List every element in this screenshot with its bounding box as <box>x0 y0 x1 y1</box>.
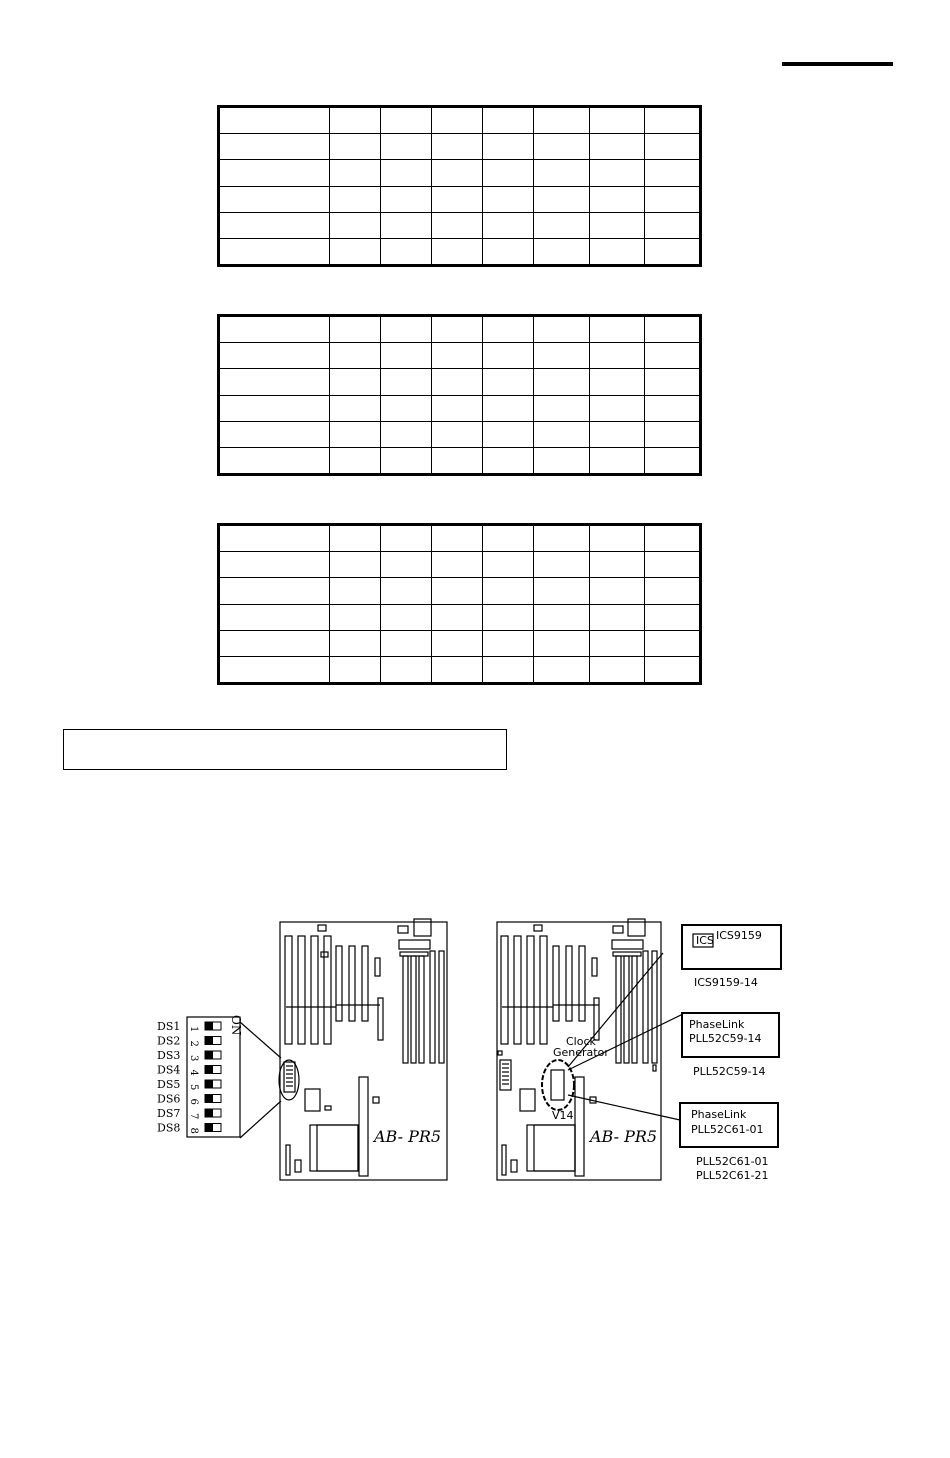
table-cell <box>432 107 483 134</box>
table-cell <box>432 630 483 656</box>
table-cell <box>432 134 483 160</box>
table-row <box>219 656 701 683</box>
table-cell <box>381 552 432 578</box>
chip3-caption-line2: PLL52C61-21 <box>696 1169 769 1182</box>
chip2-text-line1: PhaseLink <box>689 1018 745 1031</box>
table-cell <box>432 160 483 186</box>
table-cell <box>219 552 330 578</box>
table-cell <box>432 552 483 578</box>
switch-knob <box>205 1095 213 1103</box>
table-cell <box>534 656 590 683</box>
table-cell <box>645 552 701 578</box>
table-cell <box>590 656 645 683</box>
table-cell <box>381 186 432 212</box>
table-cell <box>590 186 645 212</box>
switch-number: 8 <box>188 1127 199 1134</box>
table-cell <box>330 369 381 395</box>
table-cell <box>645 656 701 683</box>
table-cell <box>432 212 483 238</box>
table-cell <box>330 525 381 552</box>
table-cell <box>483 525 534 552</box>
table-cell <box>590 343 645 369</box>
table-cell <box>432 421 483 447</box>
table-cell <box>483 604 534 630</box>
table-row <box>219 421 701 447</box>
chip2-caption: PLL52C59-14 <box>693 1065 766 1078</box>
table-cell <box>432 316 483 343</box>
table-cell <box>534 369 590 395</box>
table-cell <box>432 525 483 552</box>
table-cell <box>219 107 330 134</box>
table-cell <box>432 447 483 474</box>
table-cell <box>590 107 645 134</box>
switch-knob <box>205 1066 213 1074</box>
settings-table-1 <box>217 105 702 267</box>
switch-number: 4 <box>188 1069 199 1076</box>
table-cell <box>590 552 645 578</box>
table-cell <box>219 160 330 186</box>
table-cell <box>590 525 645 552</box>
table-cell <box>381 134 432 160</box>
table-cell <box>534 316 590 343</box>
table-row <box>219 525 701 552</box>
table-row <box>219 316 701 343</box>
switch-label: DS5 <box>157 1078 181 1091</box>
table-cell <box>330 238 381 265</box>
table-cell <box>534 552 590 578</box>
table-cell <box>381 212 432 238</box>
clock-label-line1: Clock <box>566 1035 596 1048</box>
table-cell <box>483 369 534 395</box>
table-cell <box>330 316 381 343</box>
table-cell <box>590 238 645 265</box>
table-cell <box>645 212 701 238</box>
clock-chip-ref: V14 <box>552 1109 574 1122</box>
table-cell <box>590 160 645 186</box>
table-cell <box>483 212 534 238</box>
table-cell <box>483 107 534 134</box>
switch-number: 1 <box>188 1026 199 1033</box>
table-cell <box>381 369 432 395</box>
table-cell <box>381 656 432 683</box>
left-board-model-label: AB- PR5 <box>374 1127 442 1146</box>
table-cell <box>534 343 590 369</box>
table-cell <box>645 134 701 160</box>
table-cell <box>219 238 330 265</box>
table-cell <box>534 186 590 212</box>
table-row <box>219 160 701 186</box>
switch-knob <box>205 1080 213 1088</box>
table-cell <box>219 630 330 656</box>
table-row <box>219 238 701 265</box>
table-cell <box>590 630 645 656</box>
table-row <box>219 186 701 212</box>
table-cell <box>483 238 534 265</box>
table-cell <box>432 604 483 630</box>
table-row <box>219 343 701 369</box>
table-cell <box>483 447 534 474</box>
table-cell <box>219 656 330 683</box>
table-cell <box>590 421 645 447</box>
switch-number: 6 <box>188 1098 199 1105</box>
table-cell <box>590 447 645 474</box>
table-cell <box>590 604 645 630</box>
switch-label: DS4 <box>157 1063 181 1077</box>
table-row <box>219 578 701 604</box>
chip3-caption-line1: PLL52C61-01 <box>696 1155 769 1168</box>
table-cell <box>432 186 483 212</box>
table-cell <box>381 630 432 656</box>
table-cell <box>330 186 381 212</box>
table-cell <box>534 604 590 630</box>
switch-text <box>157 1020 199 1135</box>
chip3-text-line1: PhaseLink <box>691 1108 747 1121</box>
table-cell <box>330 656 381 683</box>
table-cell <box>534 447 590 474</box>
table-cell <box>381 604 432 630</box>
switch-label: DS2 <box>157 1034 181 1048</box>
switch-number: 7 <box>188 1113 199 1120</box>
table-cell <box>381 447 432 474</box>
table-cell <box>432 369 483 395</box>
table-cell <box>645 160 701 186</box>
switch-knob <box>205 1109 213 1117</box>
table-cell <box>219 395 330 421</box>
table-cell <box>219 421 330 447</box>
table-cell <box>483 160 534 186</box>
table-cell <box>432 238 483 265</box>
table-row <box>219 212 701 238</box>
table-cell <box>330 578 381 604</box>
table-cell <box>590 369 645 395</box>
switch-number: 3 <box>188 1055 199 1062</box>
table-cell <box>219 316 330 343</box>
table-cell <box>219 186 330 212</box>
switch-number: 2 <box>188 1040 199 1047</box>
table-cell <box>645 421 701 447</box>
table-cell <box>645 186 701 212</box>
ics-logo: ICS <box>696 934 714 947</box>
table-cell <box>590 316 645 343</box>
table-cell <box>534 578 590 604</box>
table-cell <box>219 578 330 604</box>
header-rule <box>782 62 893 66</box>
table-row <box>219 107 701 134</box>
table-cell <box>483 630 534 656</box>
table-cell <box>381 421 432 447</box>
table-cell <box>219 604 330 630</box>
switch-label: DS7 <box>157 1107 181 1120</box>
table-cell <box>534 238 590 265</box>
clock-generator-ellipse <box>542 1060 574 1110</box>
table-cell <box>219 525 330 552</box>
table-row <box>219 369 701 395</box>
table-cell <box>645 316 701 343</box>
table-cell <box>483 656 534 683</box>
table-cell <box>330 395 381 421</box>
table-cell <box>483 134 534 160</box>
table-cell <box>432 395 483 421</box>
switch-label: DS6 <box>157 1092 181 1106</box>
table-cell <box>534 107 590 134</box>
switch-knob <box>205 1022 213 1030</box>
table-cell <box>590 134 645 160</box>
table-cell <box>534 212 590 238</box>
table-cell <box>483 316 534 343</box>
table-cell <box>645 369 701 395</box>
table-cell <box>534 134 590 160</box>
table-cell <box>645 630 701 656</box>
table-cell <box>330 134 381 160</box>
clock-label-line2: Generator <box>553 1046 609 1059</box>
table-cell <box>534 630 590 656</box>
table-cell <box>645 604 701 630</box>
table-cell <box>330 212 381 238</box>
right-board-model-label: AB- PR5 <box>590 1127 658 1146</box>
switch-knob <box>205 1051 213 1059</box>
switch-knob <box>205 1037 213 1045</box>
table-row <box>219 134 701 160</box>
switch-on-label: ON <box>229 1015 243 1036</box>
table-cell <box>330 630 381 656</box>
table-row <box>219 447 701 474</box>
table-row <box>219 395 701 421</box>
table-cell <box>219 369 330 395</box>
table-cell <box>534 421 590 447</box>
switch-label: DS3 <box>157 1049 181 1062</box>
table-cell <box>483 343 534 369</box>
table-cell <box>483 578 534 604</box>
table-cell <box>219 212 330 238</box>
table-cell <box>330 604 381 630</box>
board-figure <box>150 915 800 1195</box>
table-cell <box>432 578 483 604</box>
switch-knob <box>205 1124 213 1132</box>
note-box <box>63 729 507 770</box>
table-cell <box>483 395 534 421</box>
chip1-caption: ICS9159-14 <box>694 976 758 989</box>
table-cell <box>381 238 432 265</box>
table-cell <box>645 343 701 369</box>
table-cell <box>483 421 534 447</box>
chip3-text-line2: PLL52C61-01 <box>691 1123 764 1136</box>
table-row <box>219 604 701 630</box>
table-cell <box>534 160 590 186</box>
table-cell <box>381 316 432 343</box>
switch-label: DS1 <box>157 1020 181 1033</box>
board-diagram <box>150 915 800 1195</box>
table-cell <box>534 395 590 421</box>
table-cell <box>645 578 701 604</box>
table-cell <box>330 552 381 578</box>
table-cell <box>590 395 645 421</box>
table-cell <box>483 552 534 578</box>
settings-table-2 <box>217 314 702 476</box>
table-cell <box>590 212 645 238</box>
table-cell <box>219 343 330 369</box>
table-cell <box>534 525 590 552</box>
switch-label: DS8 <box>157 1121 181 1135</box>
table-row <box>219 552 701 578</box>
table-cell <box>381 578 432 604</box>
table-cell <box>330 107 381 134</box>
table-cell <box>645 395 701 421</box>
table-cell <box>645 525 701 552</box>
table-cell <box>219 134 330 160</box>
clock-generator-chip <box>551 1070 564 1100</box>
table-cell <box>381 107 432 134</box>
table-cell <box>590 578 645 604</box>
table-cell <box>432 343 483 369</box>
table-cell <box>645 447 701 474</box>
table-cell <box>330 447 381 474</box>
table-cell <box>330 160 381 186</box>
table-cell <box>645 238 701 265</box>
switch-blocks <box>205 1022 221 1132</box>
settings-table-3 <box>217 523 702 685</box>
table-cell <box>381 160 432 186</box>
table-cell <box>219 447 330 474</box>
switch-number: 5 <box>188 1084 199 1091</box>
table-cell <box>330 421 381 447</box>
table-cell <box>381 343 432 369</box>
chip1-text: ICS9159 <box>716 929 762 942</box>
table-cell <box>432 656 483 683</box>
table-cell <box>645 107 701 134</box>
chip2-text-line2: PLL52C59-14 <box>689 1032 762 1045</box>
table-cell <box>381 395 432 421</box>
table-cell <box>381 525 432 552</box>
table-cell <box>330 343 381 369</box>
table-row <box>219 630 701 656</box>
table-cell <box>483 186 534 212</box>
